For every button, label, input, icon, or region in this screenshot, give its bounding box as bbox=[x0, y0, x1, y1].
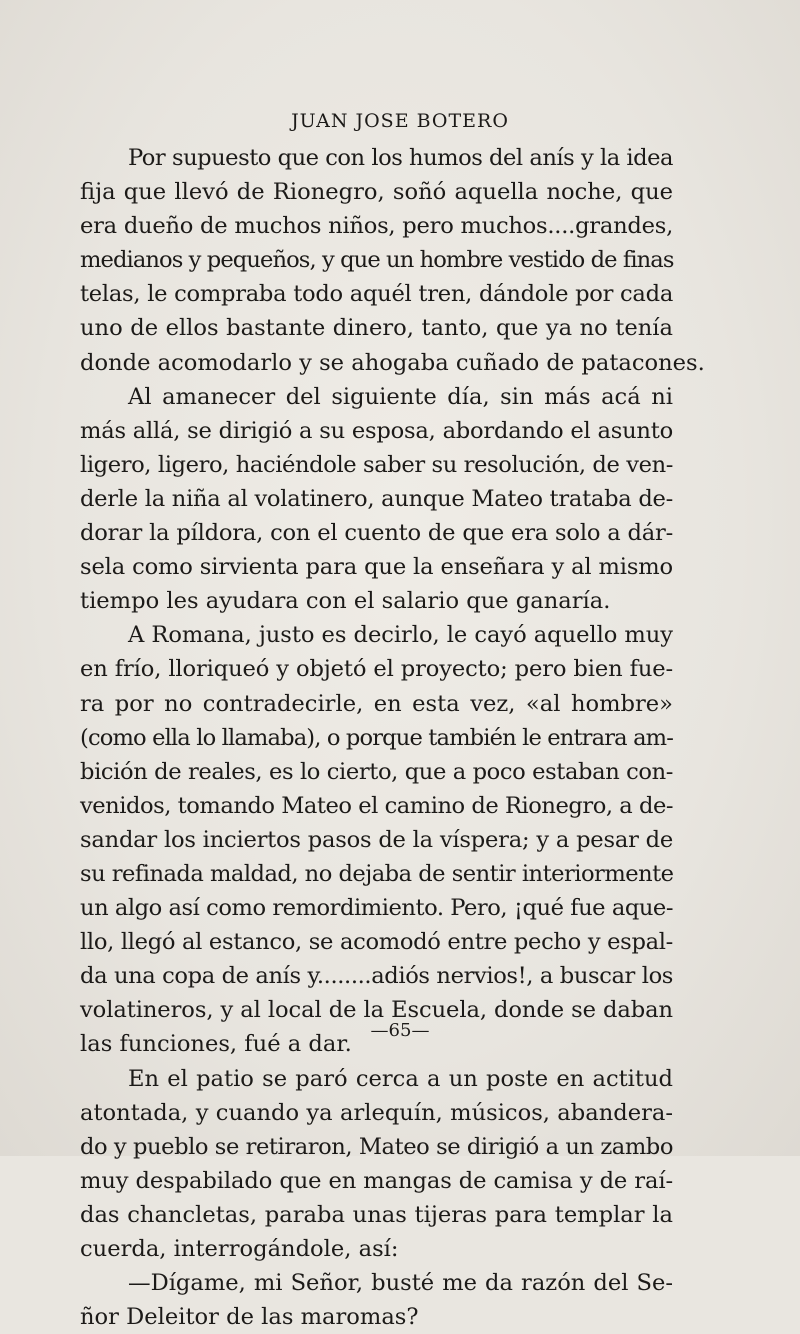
text-line: ra por no contradecirle, en esta vez, «al hombre» bbox=[80, 690, 673, 717]
text-line: das chancletas, paraba unas tijeras para templar la bbox=[80, 1201, 673, 1228]
text-line: en frío, lloriqueó y objetó el proyecto; pero bien fue- bbox=[80, 656, 673, 683]
text-line: uno de ellos bastante dinero, tanto, que ya no tenía bbox=[80, 315, 673, 342]
text-line: ligero, ligero, haciéndole saber su resolución, de ven- bbox=[80, 451, 673, 478]
body-text bbox=[80, 141, 705, 1334]
paragraph-3 bbox=[80, 618, 673, 1061]
text-line: A Romana, justo es decirlo, le cayó aquello muy bbox=[128, 622, 674, 649]
text-line: tiempo les ayudara con el salario que ganaría. bbox=[80, 588, 611, 615]
text-line: era dueño de muchos niños, pero muchos....grandes, bbox=[80, 213, 673, 240]
text-line: bición de reales, es lo cierto, que a poco estaban con- bbox=[80, 758, 673, 785]
text-line: cuerda, interrogándole, así: bbox=[80, 1236, 399, 1262]
text-line: Por supuesto que con los humos del anís y la idea bbox=[128, 145, 673, 171]
text-line: —Dígame, mi Señor, busté me da razón del Se- bbox=[128, 1270, 673, 1297]
paragraph-2 bbox=[80, 380, 673, 619]
paragraph-1 bbox=[80, 141, 705, 380]
text-line: da una copa de anís y........adiós nervios!, a buscar los bbox=[80, 963, 674, 990]
page-number: —65— bbox=[370, 1020, 430, 1041]
text-line: En el patio se paró cerca a un poste en actitud bbox=[128, 1065, 673, 1092]
text-line: un algo así como remordimiento. Pero, ¡qué fue aque- bbox=[80, 895, 673, 922]
text-line: más allá, se dirigió a su esposa, abordando el asunto bbox=[80, 417, 673, 444]
text-line: muy despabilado que en mangas de camisa y de raí- bbox=[80, 1167, 674, 1194]
text-line: fija que llevó de Rionegro, soñó aquella noche, que bbox=[80, 179, 673, 206]
text-line: medianos y pequeños, y que un hombre vestido de finas bbox=[80, 247, 674, 274]
text-line: las funciones, fué a dar. bbox=[80, 1031, 352, 1058]
text-line: telas, le compraba todo aquél tren, dándole por cada bbox=[80, 281, 674, 308]
paragraph-5 bbox=[80, 1266, 673, 1334]
text-line: su refinada maldad, no dejaba de sentir interiormente bbox=[80, 860, 674, 887]
text-line: derle la niña al volatinero, aunque Mateo trataba de- bbox=[80, 485, 673, 512]
text-line: donde acomodarlo y se ahogaba cuñado de patacones. bbox=[80, 349, 705, 376]
text-line: llo, llegó al estanco, se acomodó entre pecho y espal- bbox=[80, 929, 673, 956]
text-line: volatineros, y al local de la Escuela, donde se daban bbox=[80, 997, 673, 1024]
text-line: ñor Deleitor de las maromas? bbox=[80, 1304, 419, 1331]
text-line: sandar los inciertos pasos de la víspera; y a pesar de bbox=[80, 826, 673, 853]
text-line: Al amanecer del siguiente día, sin más acá ni bbox=[128, 383, 673, 410]
paragraph-4 bbox=[80, 1062, 673, 1267]
text-line: (como ella lo llamaba), o porque también le entrara am- bbox=[80, 724, 673, 751]
text-line: do y pueblo se retiraron, Mateo se dirigió a un zambo bbox=[80, 1133, 673, 1160]
text-line: venidos, tomando Mateo el camino de Rionegro, a de- bbox=[80, 792, 673, 819]
running-header: JUAN JOSE BOTERO bbox=[291, 110, 509, 132]
text-line: atontada, y cuando ya arlequín, músicos, abandera- bbox=[80, 1099, 673, 1126]
text-line: dorar la píldora, con el cuento de que era solo a dár- bbox=[80, 520, 673, 547]
text-line: sela como sirvienta para que la enseñara y al mismo bbox=[80, 554, 674, 581]
